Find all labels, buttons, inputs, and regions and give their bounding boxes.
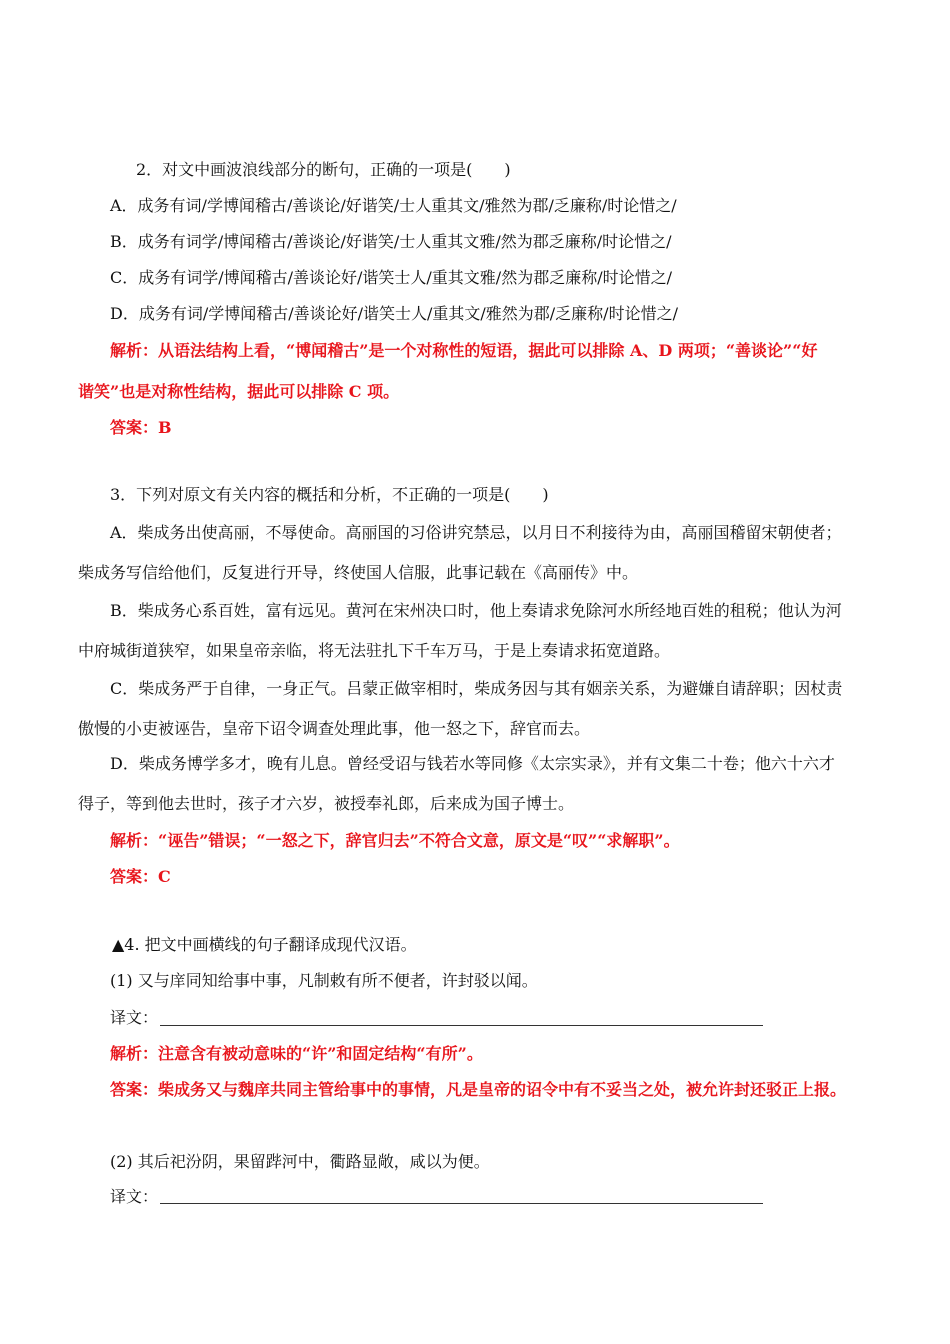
q3-option-d-line-1: D．柴成务博学多才，晚有儿息。曾经受诏与钱若水等同修《太宗实录》，并有文集二十卷；他六十六才 [110,754,835,773]
q3-option-b-line-1: B．柴成务心系百姓，富有远见。黄河在宋州决口时，他上奏请求免除河水所经地百姓的租税；他认为河 [110,601,842,620]
q2-stem: 2．对文中画波浪线部分的断句，正确的一项是( ) [136,160,511,179]
q4-part2-translation-label: 译文： [110,1187,159,1206]
q3-option-b-line-2: 中府城街道狭窄，如果皇帝亲临，将无法驻扎下千车万马，于是上奏请求拓宽道路。 [78,641,671,660]
q2-option-b: B．成务有词学/博闻稽古/善谈论/好谐笑/士人重其文雅/然为郡乏廉称/时论惜之/ [110,232,672,251]
q4-part2-translation-blank [160,1203,763,1204]
q4-stem: ▲4. 把文中画横线的句子翻译成现代汉语。 [112,935,417,954]
q4-part1-answer: 答案：柴成务又与魏庠共同主管给事中的事情，凡是皇帝的诏令中有不妥当之处，被允许封还驳正上报。 [110,1080,847,1099]
q2-option-c: C．成务有词学/博闻稽古/善谈论好/谐笑士人/重其文雅/然为郡乏廉称/时论惜之/ [110,268,672,287]
q2-option-d: D．成务有词/学博闻稽古/善谈论好/谐笑士人/重其文/雅然为郡/乏廉称/时论惜之/ [110,304,678,323]
q3-option-c-line-2: 傲慢的小吏被诬告，皇帝下诏令调查处理此事，他一怒之下，辞官而去。 [78,719,591,738]
q4-part2-sentence: (2) 其后祀汾阴，果留跸河中，衢路显敞，咸以为便。 [110,1152,490,1171]
q2-answer: 答案：B [110,418,172,437]
q3-option-d-line-2: 得子，等到他去世时，孩子才六岁，被授奉礼郎，后来成为国子博士。 [78,794,575,813]
q3-stem: 3．下列对原文有关内容的概括和分析，不正确的一项是( ) [110,485,549,504]
q4-part1-translation-label: 译文： [110,1008,159,1027]
q4-part1-sentence: (1) 又与庠同知给事中事，凡制敕有所不便者，许封驳以闻。 [110,971,538,990]
q3-option-c-line-1: C．柴成务严于自律，一身正气。吕蒙正做宰相时，柴成务因与其有姻亲关系，为避嫌自请辞职；因杖责 [110,679,843,698]
q3-answer: 答案：C [110,867,171,886]
q3-option-a-line-1: A．柴成务出使高丽，不辱使命。高丽国的习俗讲究禁忌，以月日不利接待为由，高丽国稽留宋朝使者； [110,523,842,542]
q2-analysis-line-1: 解析：从语法结构上看，“博闻稽古”是一个对称性的短语，据此可以排除 A、D 两项；“善谈论”“好 [110,341,818,360]
q2-analysis-line-2: 谐笑”也是对称性结构，据此可以排除 C 项。 [78,382,400,401]
q3-analysis: 解析：“诬告”错误；“一怒之下，辞官归去”不符合文意，原文是“叹”“求解职”。 [110,831,680,850]
q4-part1-analysis: 解析：注意含有被动意味的“许”和固定结构“有所”。 [110,1044,483,1063]
q3-option-a-line-2: 柴成务写信给他们，反复进行开导，终使国人信服，此事记载在《高丽传》中。 [78,563,639,582]
q2-option-a: A．成务有词/学博闻稽古/善谈论/好谐笑/士人重其文/雅然为郡/乏廉称/时论惜之/ [110,196,677,215]
q4-part1-translation-blank [160,1025,763,1026]
